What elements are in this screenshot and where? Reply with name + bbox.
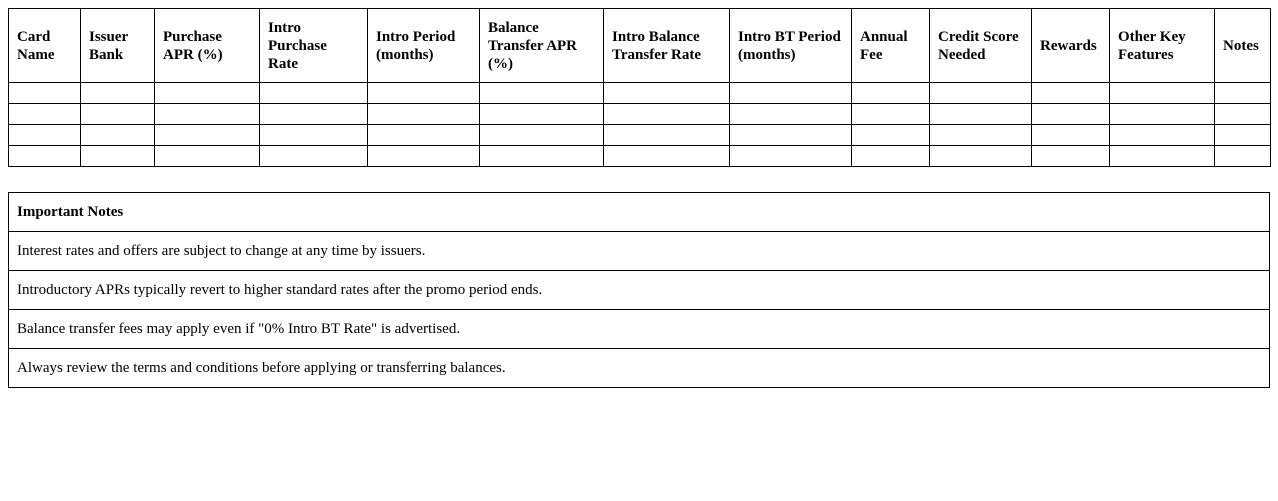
table-cell: [260, 104, 368, 125]
table-row: [9, 146, 1271, 167]
table-cell: [368, 125, 480, 146]
header-issuer-bank: Issuer Bank: [81, 9, 155, 83]
notes-row: [9, 271, 1270, 310]
notes-header-row: [9, 193, 1270, 232]
header-intro-period: Intro Period (months): [368, 9, 480, 83]
table-cell: [730, 104, 852, 125]
table-cell: [604, 83, 730, 104]
note-item: Balance transfer fees may apply even if "0% Intro BT Rate" is advertised.: [9, 310, 1270, 349]
table-cell: [1215, 104, 1271, 125]
table-cell: [930, 104, 1032, 125]
table-cell: [9, 125, 81, 146]
table-cell: [81, 146, 155, 167]
header-notes: Notes: [1215, 9, 1271, 83]
important-notes-table: [8, 192, 1270, 388]
table-cell: [260, 125, 368, 146]
table-cell: [852, 83, 930, 104]
credit-card-comparison-table: [8, 8, 1271, 167]
table-cell: [852, 125, 930, 146]
table-cell: [730, 125, 852, 146]
table-cell: [480, 125, 604, 146]
table-cell: [1032, 83, 1110, 104]
table-cell: [1032, 104, 1110, 125]
table-cell: [852, 104, 930, 125]
table-cell: [368, 104, 480, 125]
header-balance-transfer-apr: Balance Transfer APR (%): [480, 9, 604, 83]
notes-row: [9, 349, 1270, 388]
table-cell: [81, 104, 155, 125]
table-cell: [81, 125, 155, 146]
header-card-name: Card Name: [9, 9, 81, 83]
table-cell: [260, 146, 368, 167]
table-cell: [930, 146, 1032, 167]
table-cell: [1110, 83, 1215, 104]
notes-row: [9, 232, 1270, 271]
header-other-key-features: Other Key Features: [1110, 9, 1215, 83]
table-cell: [81, 83, 155, 104]
header-rewards: Rewards: [1032, 9, 1110, 83]
notes-row: [9, 310, 1270, 349]
header-intro-bt-period: Intro BT Period (months): [730, 9, 852, 83]
table-cell: [9, 83, 81, 104]
table-cell: [480, 104, 604, 125]
table-row: [9, 125, 1271, 146]
table-row: [9, 83, 1271, 104]
table-cell: [155, 83, 260, 104]
note-item: Introductory APRs typically revert to higher standard rates after the promo period ends.: [9, 271, 1270, 310]
table-cell: [1215, 125, 1271, 146]
table-cell: [1215, 146, 1271, 167]
table-cell: [155, 125, 260, 146]
table-cell: [155, 146, 260, 167]
note-item: Always review the terms and conditions before applying or transferring balances.: [9, 349, 1270, 388]
table-cell: [730, 146, 852, 167]
table-cell: [1032, 146, 1110, 167]
table-row: [9, 104, 1271, 125]
header-annual-fee: Annual Fee: [852, 9, 930, 83]
header-intro-purchase-rate: Intro Purchase Rate: [260, 9, 368, 83]
table-cell: [1215, 83, 1271, 104]
table-cell: [730, 83, 852, 104]
table-cell: [1110, 125, 1215, 146]
table-cell: [1110, 146, 1215, 167]
table-cell: [604, 104, 730, 125]
table-cell: [930, 125, 1032, 146]
table-cell: [480, 83, 604, 104]
table-cell: [155, 104, 260, 125]
table-cell: [930, 83, 1032, 104]
table-cell: [368, 83, 480, 104]
notes-title: Important Notes: [9, 193, 1270, 232]
table-cell: [604, 146, 730, 167]
table-cell: [260, 83, 368, 104]
note-item: Interest rates and offers are subject to change at any time by issuers.: [9, 232, 1270, 271]
header-intro-balance-transfer-rate: Intro Balance Transfer Rate: [604, 9, 730, 83]
table-cell: [9, 104, 81, 125]
header-credit-score-needed: Credit Score Needed: [930, 9, 1032, 83]
table-cell: [1032, 125, 1110, 146]
table-cell: [368, 146, 480, 167]
table-cell: [852, 146, 930, 167]
header-purchase-apr: Purchase APR (%): [155, 9, 260, 83]
table-cell: [1110, 104, 1215, 125]
table-cell: [9, 146, 81, 167]
table-cell: [604, 125, 730, 146]
table-header-row: [9, 9, 1271, 83]
table-cell: [480, 146, 604, 167]
